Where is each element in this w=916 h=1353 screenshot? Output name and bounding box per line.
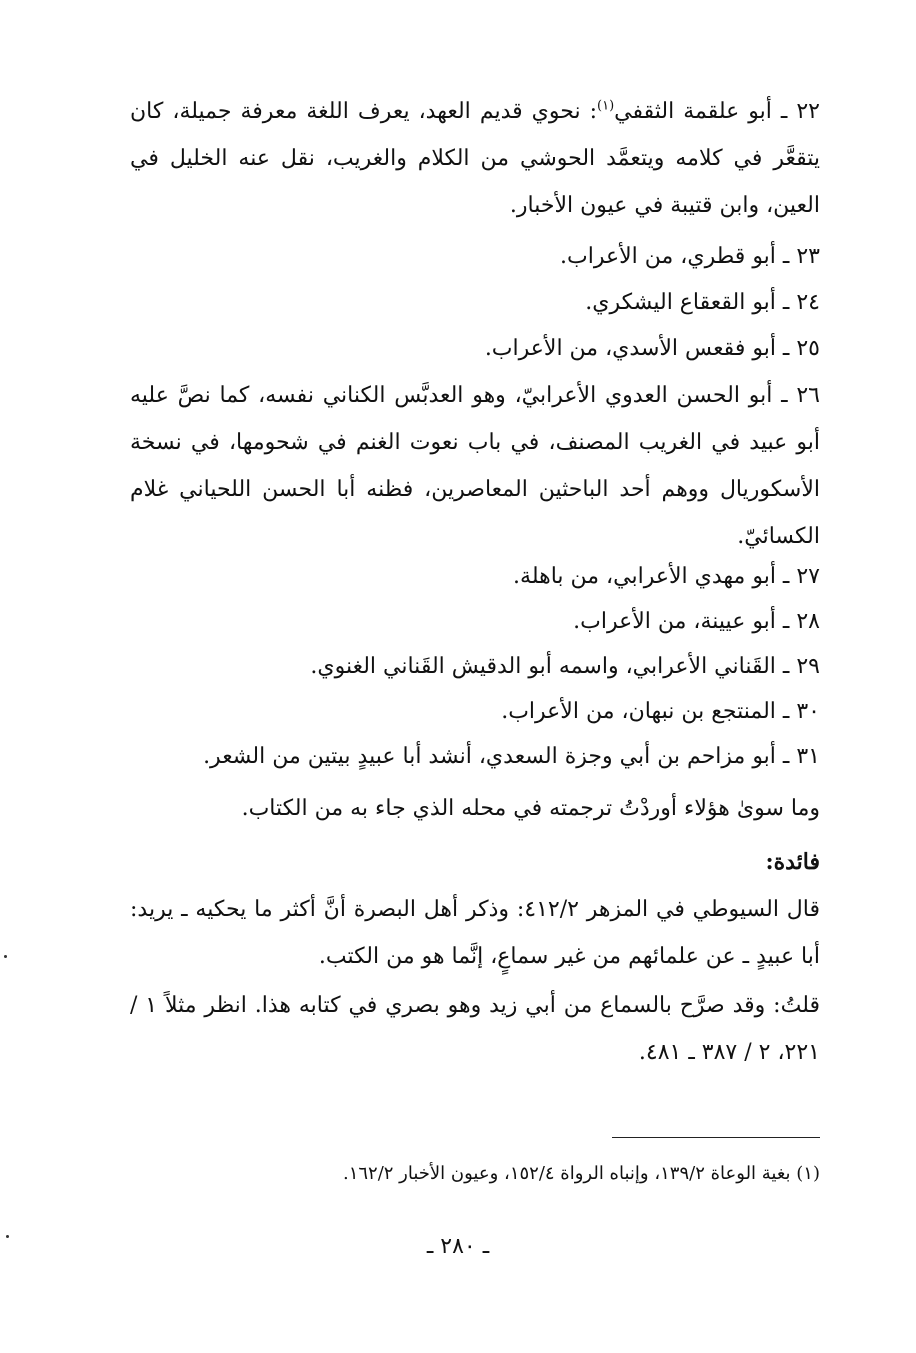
entry-29: ٢٩ ـ القَناني الأعرابي، واسمه أبو الدقيش القَناني الغنوي. bbox=[310, 654, 820, 679]
closing-sentence: وما سوىٰ هؤلاء أوردْتُ ترجمته في محله الذي جاء به من الكتاب. bbox=[241, 796, 820, 821]
entry-23: ٢٣ ـ أبو قطري، من الأعراب. bbox=[560, 244, 820, 269]
faida-paragraph-1: قال السيوطي في المزهر ٤١٢/٢: وذكر أهل البصرة أنَّ أكثر ما يحكيه ـ يريد: أبا عبيدٍ ـ عن علمائهم من غير سماعٍ، إنَّما هو من الكتب. bbox=[130, 897, 820, 969]
entry-22-title: ٢٢ ـ أبو علقمة الثقفي bbox=[614, 99, 820, 124]
entry-25: ٢٥ ـ أبو فقعس الأسدي، من الأعراب. bbox=[484, 336, 820, 361]
entry-30: ٣٠ ـ المنتجع بن نبهان، من الأعراب. bbox=[501, 699, 820, 724]
footnote: (١) بغية الوعاة ١٣٩/٢، وإنباه الرواة ١٥٢/٤، وعيون الأخبار ١٦٢/٢. bbox=[342, 1163, 820, 1184]
entry-24: ٢٤ ـ أبو القعقاع اليشكري. bbox=[585, 290, 820, 315]
entry-28: ٢٨ ـ أبو عيينة، من الأعراب. bbox=[573, 609, 820, 634]
entry-26: ٢٦ ـ أبو الحسن العدوي الأعرابيّ، وهو العدبَّس الكناني نفسه، كما نصَّ عليه أبو عبيد في الغريب المصنف، في باب نعوت الغنم في شحومها، في نسخة الأسكوريال ووهم أحد الباحثين المعاصرين، فظنه أبا الحسن اللحياني غلام الكسائيّ. bbox=[130, 383, 820, 549]
entry-22-text: : نحوي قديم العهد، يعرف اللغة معرفة جميلة، كان يتقعَّر في كلامه ويتعمَّد الحوشي من الكلام والغريب، نقل عنه الخليل في العين، وابن قتيبة في عيون الأخبار. bbox=[130, 99, 820, 218]
footnote-marker: (١) bbox=[597, 98, 615, 114]
page-number: ـ ٢٨٠ ـ bbox=[426, 1234, 490, 1259]
entry-31: ٣١ ـ أبو مزاحم بن أبي وجزة السعدي، أنشد أبا عبيدٍ بيتين من الشعر. bbox=[203, 744, 820, 769]
faida-paragraph-2: قلتُ: وقد صرَّح بالسماع من أبي زيد وهو بصري في كتابه هذا. انظر مثلاً ١ / ٢٢١، ٢ / ٣٨٧ ـ ٤٨١. bbox=[130, 993, 820, 1065]
scan-speck bbox=[4, 955, 7, 958]
entry-27: ٢٧ ـ أبو مهدي الأعرابي، من باهلة. bbox=[513, 564, 820, 589]
footnote-separator bbox=[612, 1137, 820, 1138]
scan-speck bbox=[6, 1235, 9, 1238]
entry-22 bbox=[130, 88, 820, 229]
faida-heading: فائدة: bbox=[765, 849, 820, 875]
